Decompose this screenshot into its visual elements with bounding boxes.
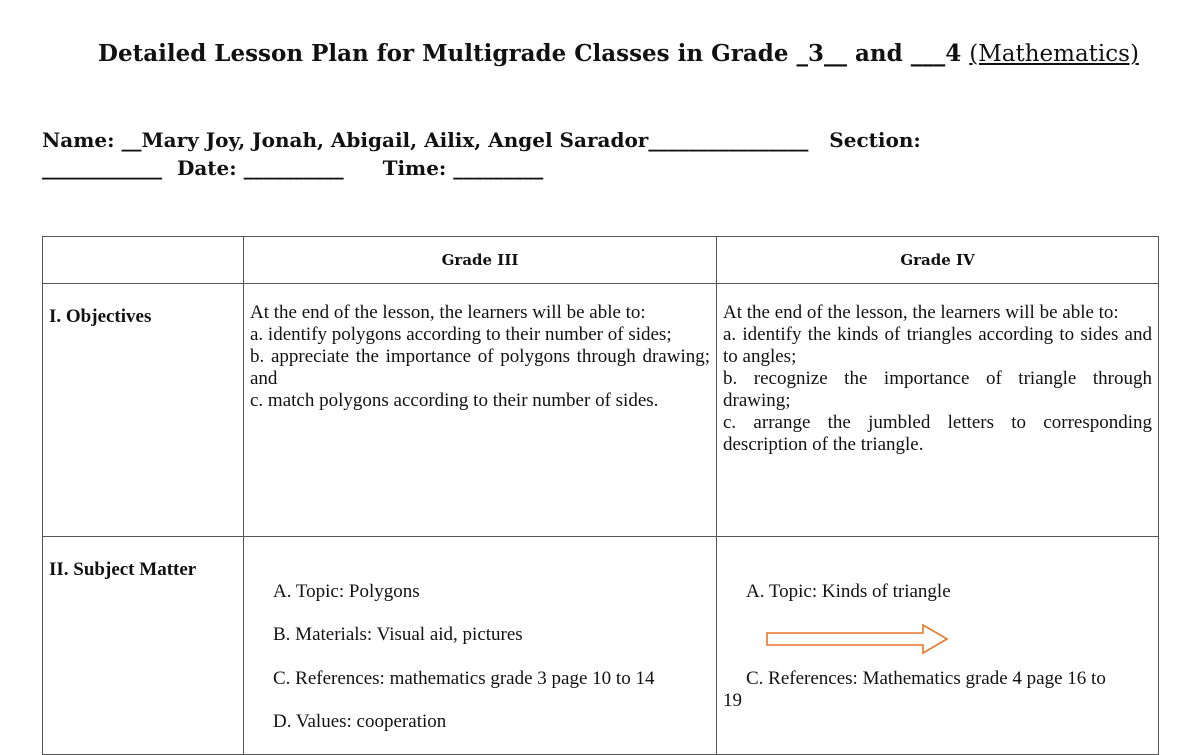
header-cell-empty [43,237,244,284]
name-line [42,128,921,152]
date-blank: __________ [243,156,344,180]
header-grade-3: Grade III [244,237,717,284]
header-grade-4: Grade IV [717,237,1159,284]
lesson-plan-table [42,236,1159,755]
grade4-objectives [717,284,1159,537]
time-blank: _________ [453,156,544,180]
date-label: Date: [176,156,237,180]
objectives-row [43,284,1159,537]
document-title [98,40,1139,67]
title-subject: (Mathematics) [969,41,1139,67]
subject-matter-row [43,537,1159,755]
grade4-references-line2: 19 [723,690,742,711]
grade4-objective-a: a. identify the kinds of triangles according to sides and to angles; [723,324,1152,367]
grade3-topic: A. Topic: Polygons [273,581,420,602]
grade4-objective-b: b. recognize the importance of triangle through drawing; [723,368,1152,411]
title-main: Detailed Lesson Plan for Multigrade Classes in Grade _3__ and ___4 [98,40,962,67]
grade3-objective-a: a. identify polygons according to their number of sides; [250,324,672,345]
section-blank: ____________ [42,156,162,180]
subject-matter-label: II. Subject Matter [43,537,244,755]
table-header-row [43,237,1159,284]
grade4-topic: A. Topic: Kinds of triangle [746,581,951,602]
right-arrow-outline-icon [765,623,951,655]
grade3-objective-intro: At the end of the lesson, the learners will be able to: [250,302,646,323]
section-label: Section: [829,128,921,152]
grade3-values: D. Values: cooperation [273,711,447,732]
grade3-references: C. References: mathematics grade 3 page 10 to 14 [273,668,655,689]
grade3-objectives [244,284,717,537]
grade4-objective-c: c. arrange the jumbled letters to corresponding description of the triangle. [723,412,1152,455]
time-label: Time: [382,156,447,180]
objectives-label: I. Objectives [43,284,244,537]
grade3-materials: B. Materials: Visual aid, pictures [273,624,523,645]
grade3-objective-b: b. appreciate the importance of polygons through drawing; and [250,346,710,389]
grade3-subject-matter [244,537,717,755]
grade4-references-line1: C. References: Mathematics grade 4 page 16 to [746,668,1106,689]
grade4-objective-intro: At the end of the lesson, the learners will be able to: [723,302,1119,323]
name-value: __Mary Joy, Jonah, Abigail, Ailix, Angel Sarador________________ [121,128,809,152]
grade3-objective-c: c. match polygons according to their number of sides. [250,390,659,411]
date-time-line [42,156,543,180]
name-label: Name: [42,128,115,152]
grade4-subject-matter [717,537,1159,755]
